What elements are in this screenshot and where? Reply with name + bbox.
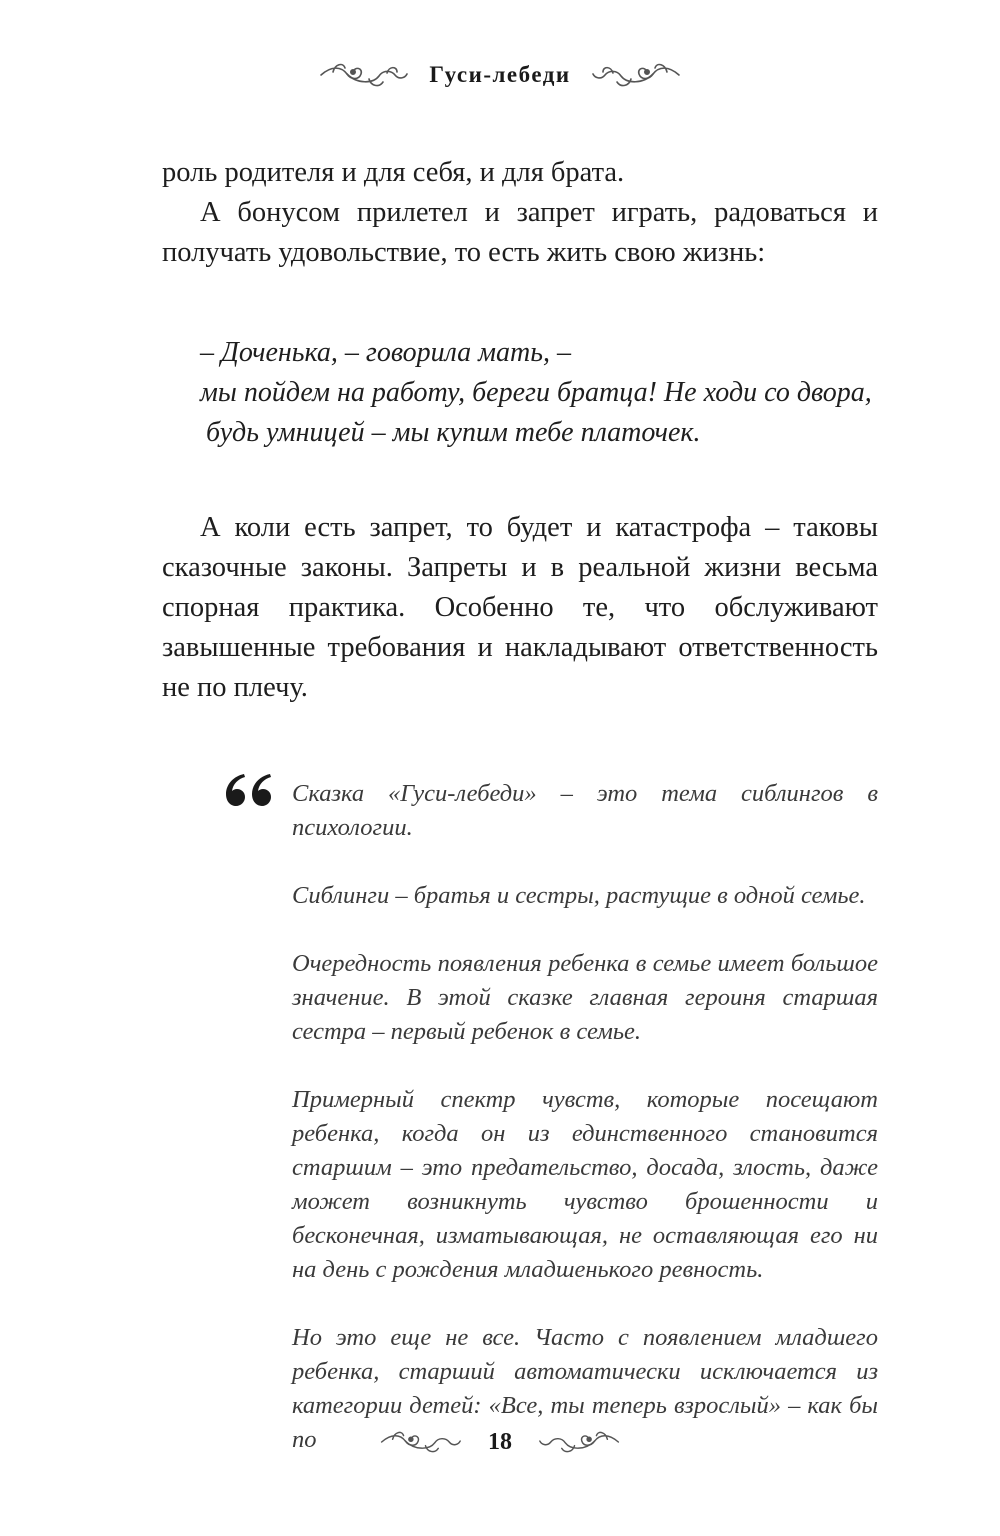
verse-line-1: – Доченька, – говорила мать, – [200, 337, 571, 368]
running-title: Гуси-лебеди [429, 62, 571, 87]
quote-paragraph-3: Очередность появления ребенка в семье имеет большое значение. В этой сказке главная героиня старшая сестра – первый ребенок в семье. [292, 950, 878, 1045]
running-footer [0, 1420, 1000, 1464]
paragraph-3: А коли есть запрет, то будет и катастрофа – таковы сказочные законы. Запреты и в реальной жизни весьма спорная практика. Особенно те, что обслуживают завышенные требования и накладывают ответственность не по плечу. [162, 512, 878, 703]
quote-paragraph-1: Сказка «Гуси-лебеди» – это тема сиблингов в психологии. [292, 780, 878, 841]
body-text-block-1 [162, 153, 878, 273]
body-text-block-2 [162, 508, 878, 708]
quote-paragraph-2: Сиблинги – братья и сестры, растущие в одной семье. [292, 882, 866, 909]
paragraph-1: роль родителя и для себя, и для брата. [162, 157, 625, 188]
quote-mark-icon [222, 760, 274, 812]
flourish-ornament-right-icon [591, 60, 683, 90]
running-header [0, 50, 1000, 100]
flourish-ornament-footer-right-icon [538, 1428, 622, 1456]
quote-paragraph-5: Но это еще не все. Часто с появлением младшего ребенка, старший автоматически исключается из категории детей: «Все, ты теперь взрослый» – как бы по [292, 1324, 878, 1453]
dialogue-verse [200, 333, 900, 453]
verse-line-3: будь умницей – мы купим тебе платочек. [206, 417, 701, 448]
flourish-ornament-left-icon [317, 60, 409, 90]
page-number: 18 [488, 1428, 512, 1455]
verse-line-2: мы пойдем на работу, береги братца! Не ходи со двора, [200, 377, 872, 408]
paragraph-2: А бонусом прилетел и запрет играть, радоваться и получать удовольствие, то есть жить свою жизнь: [162, 197, 878, 268]
pull-quote [292, 777, 878, 1457]
flourish-ornament-footer-left-icon [378, 1428, 462, 1456]
quote-paragraph-4: Примерный спектр чувств, которые посещают ребенка, когда он из единственного становится старшим – это предательство, досада, злость, даже может возникнуть чувство брошенности и бесконечная, изматывающая, не оставляющая его ни на день с рождения младшенького ревность. [292, 1086, 878, 1283]
